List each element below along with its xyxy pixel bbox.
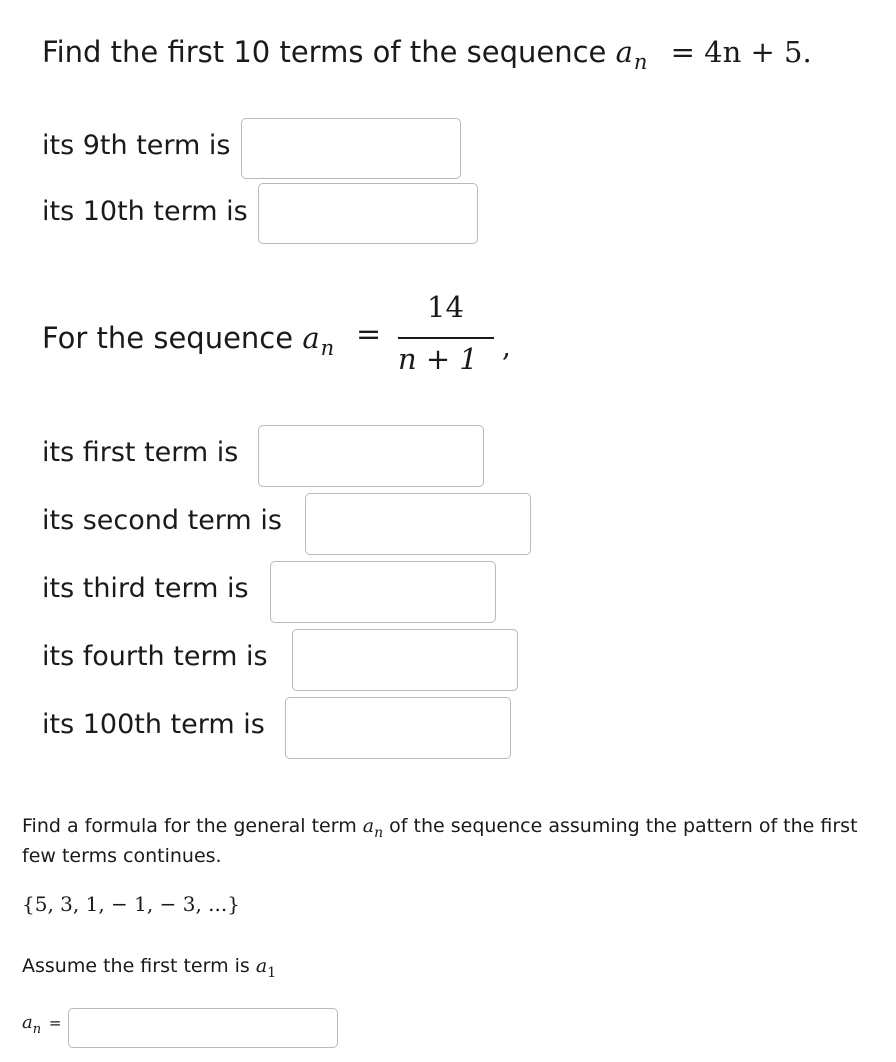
- fourth-term-input[interactable]: [292, 629, 518, 691]
- section2-equals: =: [356, 317, 382, 352]
- section1-prompt-text: Find the first 10 terms of the sequence: [42, 35, 607, 69]
- section2-var: a: [302, 321, 320, 355]
- sequence-display: {5, 3, 1, − 1, − 3, ...}: [22, 892, 240, 916]
- first-term-label: its first term is: [42, 437, 239, 468]
- term100-label: its 100th term is: [42, 709, 265, 740]
- assume-text-label: Assume the first term is: [22, 955, 250, 977]
- term9-input[interactable]: [241, 118, 461, 179]
- section2-prompt: [42, 316, 334, 363]
- section2-sub: n: [320, 336, 335, 360]
- fraction-numerator: 14: [427, 290, 464, 324]
- section2-prompt-text: For the sequence: [42, 321, 294, 355]
- answer-equals: =: [48, 1014, 62, 1032]
- fourth-term-label: its fourth term is: [42, 641, 268, 672]
- section1-prompt: [42, 30, 812, 77]
- fraction-bar: [398, 337, 494, 339]
- third-term-label: its third term is: [42, 573, 249, 604]
- assume-text: [22, 952, 276, 982]
- first-term-input[interactable]: [258, 425, 484, 487]
- section3-var: a: [362, 815, 375, 837]
- answer-sub: n: [32, 1022, 42, 1037]
- second-term-input[interactable]: [305, 493, 531, 555]
- third-term-input[interactable]: [270, 561, 496, 623]
- term9-label: its 9th term is: [42, 130, 231, 161]
- answer-var: a: [22, 1012, 33, 1033]
- section3-prompt: [22, 812, 882, 870]
- section1-sub: n: [633, 50, 648, 74]
- section3-text-after: of the sequence assuming the pattern of the first few terms continues.: [22, 815, 858, 867]
- assume-sub: 1: [267, 965, 277, 981]
- term10-label: its 10th term is: [42, 196, 248, 227]
- fraction-denominator: n + 1: [398, 342, 478, 376]
- section1-formula: = 4n + 5.: [670, 35, 812, 69]
- formula-input[interactable]: [68, 1008, 338, 1048]
- term10-input[interactable]: [258, 183, 478, 244]
- section3-text-before: Find a formula for the general term: [22, 815, 357, 837]
- second-term-label: its second term is: [42, 505, 282, 536]
- term100-input[interactable]: [285, 697, 511, 759]
- fraction-comma: ,: [502, 330, 511, 363]
- section1-var: a: [615, 35, 633, 69]
- assume-var: a: [255, 955, 268, 977]
- section3-sub: n: [374, 825, 384, 841]
- answer-label: [22, 1012, 62, 1037]
